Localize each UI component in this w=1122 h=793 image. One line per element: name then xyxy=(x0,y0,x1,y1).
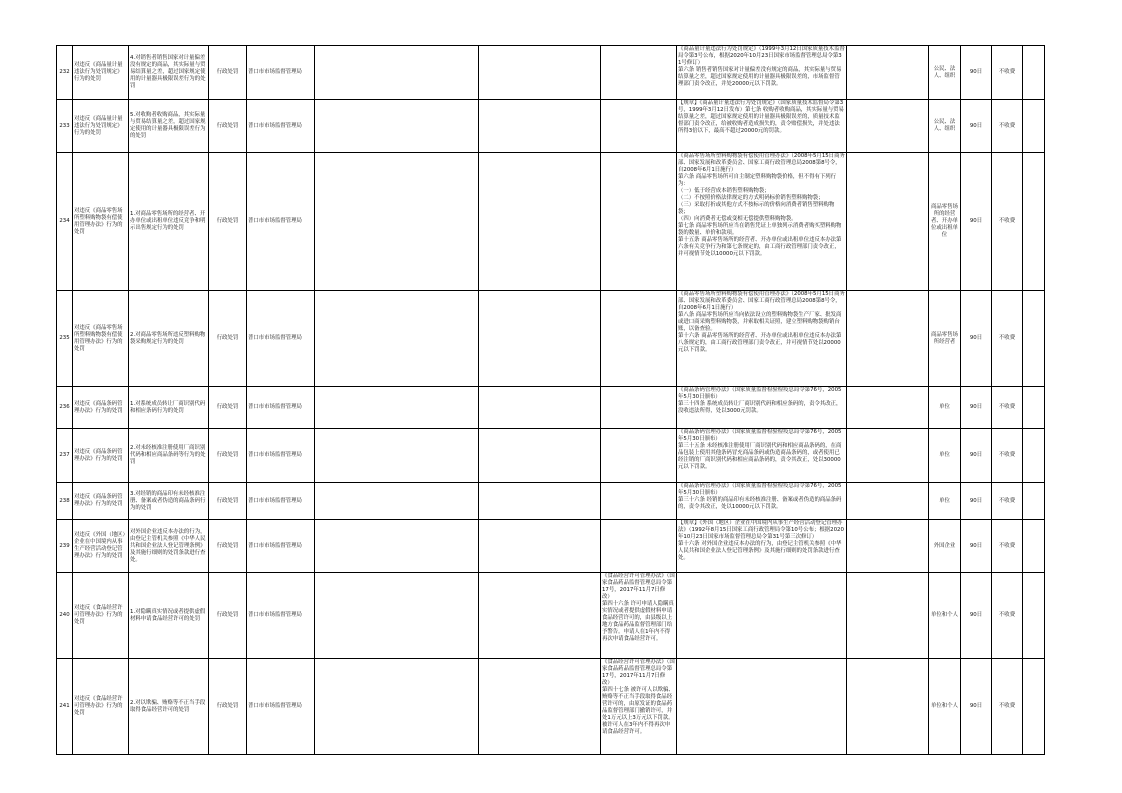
fee xyxy=(992,573,1023,659)
time-limit xyxy=(961,659,992,755)
item-name xyxy=(73,573,129,659)
table-row xyxy=(57,573,1045,659)
time-limit xyxy=(961,291,992,387)
time-limit-text: 90日 xyxy=(969,542,983,549)
target-object-text: 单位 xyxy=(939,404,950,410)
target-object-text: 商品零售场所经营者 xyxy=(931,331,958,345)
time-limit-text: 90日 xyxy=(969,612,983,618)
row-number xyxy=(57,429,73,483)
target-object-text: 单位和个人 xyxy=(931,612,958,618)
sub-item xyxy=(129,100,209,153)
row-number xyxy=(57,46,73,100)
table-row xyxy=(57,659,1045,755)
sub-item-text: 1.对商品零售场所的经营者、开办单位或出租单位违反竞争和明示出售规定行为的处罚 xyxy=(130,211,206,231)
fee xyxy=(992,387,1023,429)
target-object-text: 公民、法人、组织 xyxy=(933,119,956,132)
legal-basis-regulation-text: 《商品零售场所塑料购物袋有偿使用管理办法》（2008年5月15日商务部、国家发展和改革委员会、国家工商行政管理总局2008第8号令，自2008年6月1日施行） 第八条 商品零售场所应当向依法设立的塑料购物袋生产厂家、批发商或进口商采购塑料购物袋，并索取相关证照，建立塑料购物袋购销台账，以备查验。 第十六条 商品零售场所的经营者、开办单位或出租单位违反本办法第八条规定的，由工商行政管理部门责令改正，并可视情节处以20000元以下罚款。 xyxy=(678,291,845,353)
row-number-text: 241 xyxy=(59,703,70,709)
legal-basis-law xyxy=(601,483,677,520)
table-row xyxy=(57,429,1045,483)
time-limit-text: 90日 xyxy=(969,69,983,75)
item-name xyxy=(73,153,129,291)
target-object-text: 单位和个人 xyxy=(931,703,958,709)
power-type-text: 行政处罚 xyxy=(216,452,239,458)
row-number-text: 238 xyxy=(59,497,70,504)
item-name xyxy=(73,520,129,573)
department xyxy=(247,483,315,520)
row-number-text: 236 xyxy=(59,404,70,410)
row-number-text: 233 xyxy=(59,122,70,129)
power-type-text: 行政处罚 xyxy=(216,335,239,341)
table-row xyxy=(57,100,1045,153)
legal-basis-regulation xyxy=(677,520,847,573)
row-number xyxy=(57,100,73,153)
legal-basis-regulation-text: 【规章】《外国（地区）企业在中国境内从事生产经营活动登记管理办法》（1992年8月15日国家工商行政管理局令第10号公布；根据2020年10月23日国家市场监督管理总局令第31号第三次修订） 第十六条 对外国企业违反本办法的行为，由登记主管机关参照《中华人民共和国企业法人登记管理条例》及其施行细则的处罚条款进行查处。 xyxy=(678,520,844,561)
legal-basis-regulation-text: 《商品零售场所塑料购物袋有偿使用管理办法》（2008年5月15日商务部、国家发展和改革委员会、国家工商行政管理总局2008第8号令，自2008年6月1日施行） 第六条 商品零售场所可自主制定塑料购物袋价格，但不得有下列行为： （一）低于经营成本销售塑料购物袋； （二）不按照价格法律规定的方式明码标价销售塑料购物袋； （三）采取打折或其他方式不按标示的价格向消费者销售塑料购物袋； （四）向消费者无偿或变相无偿提供塑料购物袋。 第七条 商品零售场所应当在销售凭证上单独列示消费者购买塑料购物袋的数量、单价和款项。 第十五条 商品零售场所的经营者、开办单位或出租单位违反本办法第六条有关竞争行为和第七条规定的，由工商行政管理部门责令改正，并可视情节处以10000元以下罚款。 xyxy=(678,153,845,257)
target-object-text: 商品零售场所的经营者、开办单位或出租单位 xyxy=(931,204,958,238)
empty-cell xyxy=(315,520,479,573)
table-row xyxy=(57,46,1045,100)
target-object xyxy=(929,520,961,573)
power-type-text: 行政处罚 xyxy=(216,612,239,618)
power-type xyxy=(209,659,247,755)
empty-cell xyxy=(1023,100,1045,153)
target-object xyxy=(929,46,961,100)
row-number-text: 240 xyxy=(59,612,70,618)
item-name-text: 对违反《商品条码管理办法》行为的处罚 xyxy=(74,400,123,414)
empty-cell xyxy=(1023,483,1045,520)
power-type-text: 行政处罚 xyxy=(216,122,239,129)
empty-cell xyxy=(1023,153,1045,291)
sub-item-text: 2.对商品零售场所违反塑料购物袋采购规定行为的处罚 xyxy=(130,331,206,345)
empty-cell xyxy=(315,46,479,100)
fee-text: 不收费 xyxy=(998,612,1016,618)
time-limit-text: 90日 xyxy=(969,218,983,224)
empty-cell xyxy=(847,46,929,100)
sub-item xyxy=(129,291,209,387)
table-row xyxy=(57,483,1045,520)
item-name-text: 对违反《商品量计量违法行为处罚规定》行为的处罚 xyxy=(74,115,123,136)
department-text: 普口市市场监督管理局 xyxy=(248,218,302,224)
empty-cell xyxy=(315,573,479,659)
empty-cell xyxy=(847,573,929,659)
target-object xyxy=(929,153,961,291)
legal-basis-regulation-text: 《商品量计量违法行为处罚规定》（1999年3月12日国家质量技术监督局令第3号公布，根据2020年10月23日国家市场监督管理总局令第31号修订） 第六条 销售者销售国家对计量偏差没有规定的商品，其实际量与贸易结算量之差，超过国家规定使用的计量器具极限误差的，市场监督管理部门责令改正，并处20000元以下罚款。 xyxy=(678,46,845,87)
empty-cell xyxy=(847,291,929,387)
time-limit-text: 90日 xyxy=(969,122,983,129)
empty-cell xyxy=(315,429,479,483)
time-limit-text: 90日 xyxy=(969,452,983,458)
item-name-text: 对违反《商品条码管理办法》行为的处罚 xyxy=(74,448,123,462)
time-limit xyxy=(961,153,992,291)
target-object-text: 外国企业 xyxy=(933,542,956,549)
sub-item-text: 1.对系统成员转让厂商识别代码和相应条码行为的处罚 xyxy=(130,400,206,414)
fee-text: 不收费 xyxy=(998,542,1016,549)
fee xyxy=(992,520,1023,573)
power-type xyxy=(209,291,247,387)
table-row xyxy=(57,291,1045,387)
fee-text: 不收费 xyxy=(998,69,1016,75)
department xyxy=(247,659,315,755)
empty-cell xyxy=(1023,520,1045,573)
legal-basis-regulation xyxy=(677,659,847,755)
power-type-text: 行政处罚 xyxy=(216,497,239,504)
fee xyxy=(992,153,1023,291)
empty-cell xyxy=(315,100,479,153)
sub-item-text: 2.对未经核准注册使用厂商识别代码和相应商品条码等行为的处罚 xyxy=(130,445,206,465)
fee-text: 不收费 xyxy=(998,218,1016,224)
empty-cell xyxy=(1023,429,1045,483)
empty-cell xyxy=(847,429,929,483)
department-text: 普口市市场监督管理局 xyxy=(248,404,302,410)
empty-cell xyxy=(1023,573,1045,659)
empty-cell xyxy=(479,46,601,100)
row-number xyxy=(57,387,73,429)
department-text: 普口市市场监督管理局 xyxy=(248,122,302,129)
power-type-text: 行政处罚 xyxy=(216,542,239,549)
target-object xyxy=(929,429,961,483)
power-type xyxy=(209,483,247,520)
fee xyxy=(992,46,1023,100)
legal-basis-regulation xyxy=(677,483,847,520)
item-name-text: 对违反《食品经营许可管理办法》行为的处罚 xyxy=(74,696,123,716)
department xyxy=(247,520,315,573)
time-limit-text: 90日 xyxy=(969,404,983,410)
empty-cell xyxy=(315,387,479,429)
sub-item-text: 2.对以欺骗、贿赂等不正当手段取得食品经营许可的处罚 xyxy=(130,699,206,713)
item-name-text: 对违反《商品零售场所塑料购物袋有偿使用管理办法》行为的处罚 xyxy=(74,207,123,235)
time-limit xyxy=(961,520,992,573)
sub-item xyxy=(129,429,209,483)
row-number-text: 239 xyxy=(59,542,70,549)
legal-basis-regulation xyxy=(677,153,847,291)
legal-basis-law xyxy=(601,387,677,429)
regulation-table-sheet xyxy=(56,45,1045,755)
empty-cell xyxy=(1023,659,1045,755)
legal-basis-law xyxy=(601,46,677,100)
fee xyxy=(992,100,1023,153)
row-number xyxy=(57,483,73,520)
fee-text: 不收费 xyxy=(998,703,1016,709)
empty-cell xyxy=(315,153,479,291)
power-type xyxy=(209,387,247,429)
target-object-text: 单位 xyxy=(939,452,950,458)
target-object xyxy=(929,100,961,153)
item-name xyxy=(73,387,129,429)
row-number xyxy=(57,573,73,659)
department xyxy=(247,153,315,291)
power-type xyxy=(209,520,247,573)
item-name xyxy=(73,429,129,483)
sub-item-text: 5.对收购者收购商品，其实际量与贸易结算量之差，超过国家规定使用的计量器具极限误差行为的处罚 xyxy=(130,112,206,139)
item-name xyxy=(73,100,129,153)
item-name xyxy=(73,46,129,100)
sub-item-text: 4.对销售者销售国家对计量偏差没有规定的商品，其实际量与贸易结算量之差，超过国家规定使用的计量器具极限误差行为的处罚 xyxy=(130,55,206,89)
target-object xyxy=(929,387,961,429)
sub-item xyxy=(129,483,209,520)
fee xyxy=(992,291,1023,387)
sub-item-text: 对外国企业违反本办法的行为，由登记主管机关参照《中华人民共和国企业法人登记管理条例》及其施行细则的处罚条款进行查处。 xyxy=(130,528,206,563)
target-object xyxy=(929,659,961,755)
sub-item xyxy=(129,520,209,573)
time-limit-text: 90日 xyxy=(969,703,983,709)
power-type xyxy=(209,573,247,659)
department-text: 普口市市场监督管理局 xyxy=(248,335,302,341)
empty-cell xyxy=(847,100,929,153)
row-number xyxy=(57,153,73,291)
empty-cell xyxy=(315,291,479,387)
department xyxy=(247,387,315,429)
empty-cell xyxy=(847,520,929,573)
table-row xyxy=(57,387,1045,429)
legal-basis-regulation xyxy=(677,46,847,100)
sub-item-text: 1.对隐瞒真实情况或者提供虚假材料申请食品经营许可的处罚 xyxy=(130,608,206,622)
department-text: 普口市市场监督管理局 xyxy=(248,542,302,549)
department-text: 普口市市场监督管理局 xyxy=(248,497,302,504)
time-limit xyxy=(961,46,992,100)
empty-cell xyxy=(315,659,479,755)
legal-basis-regulation-text: 《商品条码管理办法》（国家质量监督检验检疫总局令第76号，2005年5月30日颁布） 第三十六条 经销的商品印有未经核准注册、备案或者伪造的商品条码的，责令其改正，处以10000元以下罚款。 xyxy=(678,483,842,510)
row-number-text: 237 xyxy=(59,452,70,458)
item-name-text: 对违反《商品条码管理办法》行为的处罚 xyxy=(74,494,123,507)
legal-basis-regulation xyxy=(677,387,847,429)
sub-item xyxy=(129,659,209,755)
power-type-text: 行政处罚 xyxy=(216,69,239,75)
department xyxy=(247,429,315,483)
time-limit xyxy=(961,573,992,659)
empty-cell xyxy=(847,659,929,755)
fee-text: 不收费 xyxy=(998,452,1016,458)
item-name-text: 对违反《商品量计量违法行为处罚规定》行为的处罚 xyxy=(74,62,123,82)
table-row xyxy=(57,520,1045,573)
row-number-text: 234 xyxy=(59,218,70,224)
legal-basis-regulation xyxy=(677,573,847,659)
legal-basis-law xyxy=(601,520,677,573)
legal-basis-regulation-text: 《商品条码管理办法》（国家质量监督检验检疫总局令第76号，2005年5月30日颁布） 第三十四条 系统成员转让厂商识别代码和相应条码的，责令其改正，没收违法所得，处以3000元罚款。 xyxy=(678,387,842,414)
department-text: 普口市市场监督管理局 xyxy=(248,703,302,709)
legal-basis-regulation-text: 《商品条码管理办法》（国家质量监督检验检疫总局令第76号，2005年5月30日颁布） 第三十五条 未经核准注册使用厂商识别代码和相应商品条码的，在商品包装上使用其他条码冒充商品条码或伪造商品条码的，或者使用已经注销的厂商识别代码和相应商品条码的，责令其改正，处以30000元以下罚款。 xyxy=(678,429,842,470)
time-limit xyxy=(961,483,992,520)
legal-basis-law-text: 《食品经营许可管理办法》（国家食品药品监督管理总局令第17号，2017年11月7日修改） 第四十七条 被许可人以欺骗、贿赂等不正当手段取得食品经营许可的，由原发证的食品药品监督管理部门撤销许可，并处1万元以上3万元以下罚款。被许可人在3年内不得再次申请食品经营许可。 xyxy=(602,659,675,735)
sub-item xyxy=(129,573,209,659)
department xyxy=(247,100,315,153)
empty-cell xyxy=(1023,387,1045,429)
fee xyxy=(992,429,1023,483)
empty-cell xyxy=(479,659,601,755)
department xyxy=(247,573,315,659)
power-type-text: 行政处罚 xyxy=(216,218,239,224)
target-object-text: 单位 xyxy=(939,497,950,504)
time-limit xyxy=(961,387,992,429)
department-text: 普口市市场监督管理局 xyxy=(248,69,302,75)
row-number-text: 235 xyxy=(59,335,70,341)
legal-basis-regulation xyxy=(677,429,847,483)
power-type xyxy=(209,46,247,100)
legal-basis-regulation-text: 【规章】《商品量计量违法行为处罚规定》（国家质量技术监督局令第3号，1999年3月12日发布）第七条 收购者收购商品，其实际量与贸易结算量之差，超过国家规定使用的计量器具极限误差的，质量技术监督部门责令改正，给被收购者造成损失的，责令赔偿损失，并处违法所得3倍以下，最高不超过20000元的罚款。 xyxy=(678,100,844,134)
legal-basis-law xyxy=(601,100,677,153)
penalty-table xyxy=(56,45,1045,755)
target-object xyxy=(929,573,961,659)
row-number xyxy=(57,520,73,573)
empty-cell xyxy=(315,483,479,520)
table-row xyxy=(57,153,1045,291)
legal-basis-law xyxy=(601,573,677,659)
legal-basis-law xyxy=(601,429,677,483)
target-object-text: 公民、法人、组织 xyxy=(933,65,956,79)
fee-text: 不收费 xyxy=(998,497,1016,504)
item-name xyxy=(73,291,129,387)
item-name-text: 对违反《商品零售场所塑料购物袋有偿使用管理办法》行为的处罚 xyxy=(74,324,123,352)
time-limit xyxy=(961,100,992,153)
empty-cell xyxy=(479,520,601,573)
power-type xyxy=(209,153,247,291)
time-limit xyxy=(961,429,992,483)
row-number-text: 232 xyxy=(59,69,70,75)
empty-cell xyxy=(479,153,601,291)
fee-text: 不收费 xyxy=(998,404,1016,410)
legal-basis-law xyxy=(601,153,677,291)
empty-cell xyxy=(847,483,929,520)
legal-basis-law-text: 《食品经营许可管理办法》（国家食品药品监督管理总局令第17号，2017年11月7日修改） 第四十六条 许可申请人隐瞒真实情况或者提供虚假材料申请食品经营许可的，由县级以上地方食品药品监督管理部门给予警告。申请人在1年内不得再次申请食品经营许可。 xyxy=(602,573,675,642)
sub-item xyxy=(129,387,209,429)
empty-cell xyxy=(1023,291,1045,387)
time-limit-text: 90日 xyxy=(969,497,983,504)
power-type xyxy=(209,100,247,153)
sub-item xyxy=(129,153,209,291)
empty-cell xyxy=(479,387,601,429)
empty-cell xyxy=(479,483,601,520)
empty-cell xyxy=(479,429,601,483)
fee-text: 不收费 xyxy=(998,122,1016,129)
empty-cell xyxy=(479,573,601,659)
power-type xyxy=(209,429,247,483)
department-text: 普口市市场监督管理局 xyxy=(248,452,302,458)
legal-basis-regulation xyxy=(677,291,847,387)
fee xyxy=(992,483,1023,520)
item-name-text: 对违反《外国（地区）企业在中国境内从事生产经营活动登记管理办法》行为的处罚 xyxy=(74,532,126,559)
sub-item-text: 3.对经销的商品印有未经核准注册、备案或者伪造的商品条码行为的处罚 xyxy=(130,490,206,511)
department-text: 普口市市场监督管理局 xyxy=(248,612,302,618)
fee xyxy=(992,659,1023,755)
department xyxy=(247,291,315,387)
target-object xyxy=(929,291,961,387)
sub-item xyxy=(129,46,209,100)
legal-basis-regulation xyxy=(677,100,847,153)
power-type-text: 行政处罚 xyxy=(216,703,239,709)
fee-text: 不收费 xyxy=(998,335,1016,341)
row-number xyxy=(57,291,73,387)
item-name xyxy=(73,659,129,755)
empty-cell xyxy=(847,387,929,429)
legal-basis-law xyxy=(601,659,677,755)
power-type-text: 行政处罚 xyxy=(216,404,239,410)
empty-cell xyxy=(479,291,601,387)
department xyxy=(247,46,315,100)
empty-cell xyxy=(847,153,929,291)
empty-cell xyxy=(479,100,601,153)
empty-cell xyxy=(1023,46,1045,100)
target-object xyxy=(929,483,961,520)
item-name xyxy=(73,483,129,520)
row-number xyxy=(57,659,73,755)
legal-basis-law xyxy=(601,291,677,387)
time-limit-text: 90日 xyxy=(969,335,983,341)
item-name-text: 对违反《食品经营许可管理办法》行为的处罚 xyxy=(74,605,123,625)
